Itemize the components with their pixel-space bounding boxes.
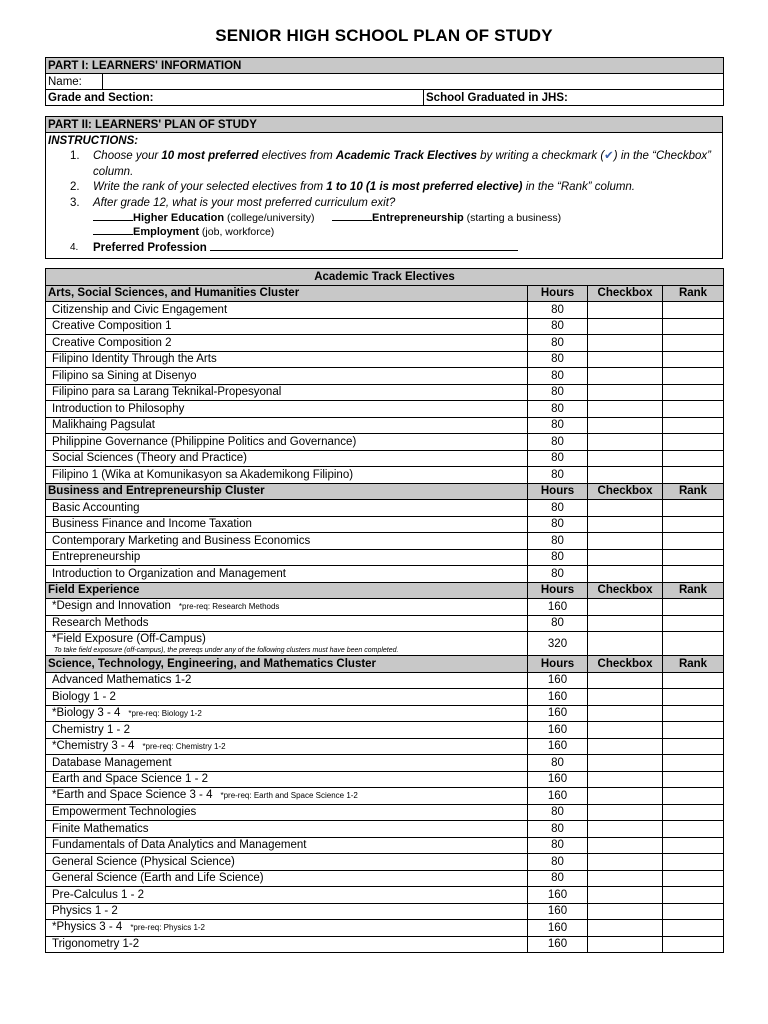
electives-title-row — [46, 269, 724, 286]
cluster-header-row — [46, 582, 724, 599]
higher-education-blank[interactable] — [93, 211, 133, 221]
elective-row — [46, 837, 724, 854]
instructions-block — [46, 133, 723, 259]
elective-rank[interactable] — [663, 450, 724, 467]
checkbox-header: Checkbox — [588, 483, 663, 500]
elective-checkbox[interactable] — [588, 500, 663, 517]
elective-row — [46, 384, 724, 401]
elective-checkbox[interactable] — [588, 632, 663, 656]
elective-hours: 80 — [528, 549, 588, 566]
elective-hours: 320 — [528, 632, 588, 656]
elective-rank[interactable] — [663, 434, 724, 451]
elective-rank[interactable] — [663, 384, 724, 401]
elective-row — [46, 318, 724, 335]
elective-rank[interactable] — [663, 516, 724, 533]
elective-checkbox[interactable] — [588, 417, 663, 434]
elective-rank[interactable] — [663, 755, 724, 772]
elective-name: Creative Composition 2 — [52, 336, 172, 349]
elective-hours: 80 — [528, 417, 588, 434]
elective-checkbox[interactable] — [588, 434, 663, 451]
school-graduated-field[interactable] — [424, 90, 724, 106]
elective-row — [46, 920, 724, 937]
entrepreneurship-blank[interactable] — [332, 211, 372, 221]
elective-hours: 80 — [528, 351, 588, 368]
elective-prereq: *pre-req: Earth and Space Science 1-2 — [220, 791, 358, 801]
elective-prereq: *pre-req: Physics 1-2 — [130, 923, 206, 933]
elective-row — [46, 533, 724, 550]
elective-checkbox[interactable] — [588, 566, 663, 583]
elective-checkbox[interactable] — [588, 672, 663, 689]
elective-rank[interactable] — [663, 821, 724, 838]
part1-header: PART I: LEARNERS' INFORMATION — [46, 58, 724, 74]
elective-hours: 160 — [528, 672, 588, 689]
elective-checkbox[interactable] — [588, 302, 663, 319]
elective-checkbox[interactable] — [588, 804, 663, 821]
elective-row — [46, 417, 724, 434]
elective-note: To take field exposure (off-campus), the prereqs under any of the following clusters must have been completed. — [54, 647, 399, 654]
instruction-step-1: 1. Choose your 10 most preferred electives from Academic Track Electives by writing a checkmark (✔) in the “Checkbox” column. — [70, 150, 711, 178]
elective-row — [46, 788, 724, 805]
elective-hours: 160 — [528, 903, 588, 920]
elective-hours: 80 — [528, 837, 588, 854]
elective-name: Citizenship and Civic Engagement — [52, 303, 228, 316]
elective-hours: 160 — [528, 936, 588, 953]
elective-name: Database Management — [52, 756, 172, 769]
elective-hours: 80 — [528, 434, 588, 451]
elective-checkbox[interactable] — [588, 887, 663, 904]
elective-name: Malikhaing Pagsulat — [52, 419, 155, 432]
cluster-name: Business and Entrepreneurship Cluster — [46, 483, 528, 500]
instruction-step-3: 3. After grade 12, what is your most preferred curriculum exit? — [70, 196, 396, 209]
learners-information-table — [45, 57, 724, 106]
elective-name: Social Sciences (Theory and Practice) — [52, 452, 247, 465]
page-title: SENIOR HIGH SCHOOL PLAN OF STUDY — [215, 26, 553, 45]
elective-name-cell — [46, 771, 528, 788]
employment-blank[interactable] — [93, 225, 133, 235]
elective-checkbox[interactable] — [588, 755, 663, 772]
elective-row — [46, 450, 724, 467]
elective-name: General Science (Earth and Life Science) — [52, 872, 264, 885]
elective-name: Fundamentals of Data Analytics and Management — [52, 839, 307, 852]
elective-rank[interactable] — [663, 401, 724, 418]
elective-rank[interactable] — [663, 705, 724, 722]
elective-checkbox[interactable] — [588, 903, 663, 920]
elective-name-cell — [46, 755, 528, 772]
elective-rank[interactable] — [663, 632, 724, 656]
elective-name: Trigonometry 1-2 — [52, 938, 140, 951]
elective-checkbox[interactable] — [588, 738, 663, 755]
elective-checkbox[interactable] — [588, 351, 663, 368]
elective-hours: 80 — [528, 401, 588, 418]
elective-name-cell — [46, 549, 528, 566]
elective-rank[interactable] — [663, 936, 724, 953]
elective-name-cell — [46, 738, 528, 755]
elective-name-cell — [46, 615, 528, 632]
grade-section-label: Grade and Section: — [48, 91, 154, 104]
elective-row — [46, 302, 724, 319]
elective-rank[interactable] — [663, 771, 724, 788]
elective-name: Research Methods — [52, 617, 149, 630]
preferred-profession-blank[interactable] — [210, 241, 518, 251]
elective-row — [46, 821, 724, 838]
elective-row — [46, 672, 724, 689]
elective-checkbox[interactable] — [588, 467, 663, 484]
instruction-step-4: 4. Preferred Profession — [48, 241, 720, 255]
academic-track-electives-table — [45, 268, 724, 953]
checkbox-header: Checkbox — [588, 285, 663, 302]
cluster-header-row — [46, 285, 724, 302]
cluster-name: Arts, Social Sciences, and Humanities Cluster — [46, 285, 528, 302]
elective-hours: 80 — [528, 566, 588, 583]
exit-options-row-1: Higher Education (college/university) Entrepreneurship (starting a business) — [48, 211, 720, 225]
elective-name-cell — [46, 672, 528, 689]
elective-hours: 80 — [528, 384, 588, 401]
instructions-label: INSTRUCTIONS: — [48, 135, 139, 147]
elective-name-cell — [46, 417, 528, 434]
elective-hours: 80 — [528, 821, 588, 838]
elective-name-cell — [46, 533, 528, 550]
elective-name: Contemporary Marketing and Business Economics — [52, 534, 311, 547]
elective-name-cell — [46, 821, 528, 838]
elective-row — [46, 804, 724, 821]
elective-hours: 160 — [528, 599, 588, 616]
elective-row — [46, 467, 724, 484]
elective-name-cell — [46, 368, 528, 385]
elective-name: Earth and Space Science 1 - 2 — [52, 773, 208, 786]
elective-rank[interactable] — [663, 549, 724, 566]
elective-name: Philippine Governance (Philippine Politics and Governance) — [52, 435, 357, 448]
elective-name: *Field Exposure (Off-Campus) — [52, 633, 206, 645]
elective-name-cell — [46, 566, 528, 583]
elective-hours: 160 — [528, 887, 588, 904]
elective-rank[interactable] — [663, 302, 724, 319]
elective-checkbox[interactable] — [588, 384, 663, 401]
elective-name-cell — [46, 434, 528, 451]
elective-rank[interactable] — [663, 599, 724, 616]
elective-hours: 80 — [528, 516, 588, 533]
elective-name: Biology 1 - 2 — [52, 690, 116, 703]
elective-row — [46, 870, 724, 887]
elective-row — [46, 854, 724, 871]
elective-name-cell — [46, 516, 528, 533]
instruction-step-2: 2. Write the rank of your selected electives from 1 to 10 (1 is most preferred elective) in the “Rank” column. — [70, 181, 636, 193]
elective-hours: 80 — [528, 533, 588, 550]
elective-row — [46, 887, 724, 904]
elective-name-cell — [46, 837, 528, 854]
elective-name: Chemistry 1 - 2 — [52, 723, 130, 736]
hours-header: Hours — [528, 582, 588, 599]
cluster-header-row — [46, 656, 724, 673]
elective-row — [46, 615, 724, 632]
hours-header: Hours — [528, 285, 588, 302]
elective-name-cell — [46, 722, 528, 739]
elective-name-cell — [46, 903, 528, 920]
elective-checkbox[interactable] — [588, 318, 663, 335]
elective-row — [46, 705, 724, 722]
elective-row — [46, 599, 724, 616]
elective-name: Introduction to Philosophy — [52, 402, 185, 415]
elective-name-cell — [46, 920, 528, 937]
elective-name-cell — [46, 632, 528, 656]
elective-hours: 80 — [528, 755, 588, 772]
elective-row — [46, 500, 724, 517]
elective-rank[interactable] — [663, 417, 724, 434]
elective-rank[interactable] — [663, 368, 724, 385]
grade-section-field[interactable] — [46, 90, 424, 106]
elective-row — [46, 566, 724, 583]
elective-checkbox[interactable] — [588, 771, 663, 788]
elective-name-cell — [46, 870, 528, 887]
elective-rank[interactable] — [663, 467, 724, 484]
elective-prereq: *pre-req: Biology 1-2 — [128, 708, 202, 718]
elective-name: Filipino para sa Larang Teknikal-Propesyonal — [52, 386, 282, 399]
elective-prereq: *pre-req: Research Methods — [178, 602, 280, 612]
elective-name: Physics 1 - 2 — [52, 905, 118, 918]
elective-rank[interactable] — [663, 804, 724, 821]
part2-header: PART II: LEARNERS' PLAN OF STUDY — [46, 117, 723, 133]
plan-of-study-table — [45, 116, 723, 259]
elective-row — [46, 401, 724, 418]
elective-name: *Earth and Space Science 3 - 4 — [52, 789, 213, 802]
elective-rank[interactable] — [663, 854, 724, 871]
elective-name-cell — [46, 351, 528, 368]
elective-row — [46, 335, 724, 352]
elective-checkbox[interactable] — [588, 615, 663, 632]
elective-hours: 80 — [528, 870, 588, 887]
elective-checkbox[interactable] — [588, 689, 663, 706]
elective-name: Advanced Mathematics 1-2 — [52, 674, 192, 687]
elective-row — [46, 549, 724, 566]
elective-name-cell — [46, 401, 528, 418]
elective-hours: 160 — [528, 738, 588, 755]
elective-name: Filipino sa Sining at Disenyo — [52, 369, 197, 382]
elective-name-cell — [46, 689, 528, 706]
elective-rank[interactable] — [663, 689, 724, 706]
checkmark-icon: ✔ — [604, 150, 614, 162]
cluster-name: Field Experience — [46, 582, 528, 599]
elective-name: Filipino 1 (Wika at Komunikasyon sa Akademikong Filipino) — [52, 468, 354, 481]
elective-hours: 80 — [528, 804, 588, 821]
elective-name: *Chemistry 3 - 4 — [52, 739, 135, 752]
elective-checkbox[interactable] — [588, 516, 663, 533]
elective-rank[interactable] — [663, 566, 724, 583]
elective-checkbox[interactable] — [588, 401, 663, 418]
elective-rank[interactable] — [663, 837, 724, 854]
elective-hours: 80 — [528, 368, 588, 385]
elective-name: Entrepreneurship — [52, 551, 141, 564]
elective-rank[interactable] — [663, 920, 724, 937]
elective-name-cell — [46, 384, 528, 401]
elective-name: Filipino Identity Through the Arts — [52, 353, 217, 366]
elective-checkbox[interactable] — [588, 549, 663, 566]
elective-rank[interactable] — [663, 672, 724, 689]
elective-checkbox[interactable] — [588, 837, 663, 854]
elective-checkbox[interactable] — [588, 705, 663, 722]
elective-hours: 80 — [528, 467, 588, 484]
elective-name: *Physics 3 - 4 — [52, 921, 123, 934]
elective-hours: 80 — [528, 335, 588, 352]
elective-name-cell — [46, 788, 528, 805]
elective-hours: 80 — [528, 854, 588, 871]
cluster-name: Science, Technology, Engineering, and Mathematics Cluster — [46, 656, 528, 673]
elective-checkbox[interactable] — [588, 450, 663, 467]
elective-row — [46, 738, 724, 755]
elective-row — [46, 755, 724, 772]
elective-name-cell — [46, 335, 528, 352]
elective-checkbox[interactable] — [588, 870, 663, 887]
rank-header: Rank — [663, 285, 724, 302]
elective-checkbox[interactable] — [588, 821, 663, 838]
elective-name: Creative Composition 1 — [52, 320, 172, 333]
elective-name-cell — [46, 705, 528, 722]
exit-options-row-2: Employment (job, workforce) — [48, 225, 720, 239]
elective-rank[interactable] — [663, 788, 724, 805]
elective-rank[interactable] — [663, 870, 724, 887]
elective-checkbox[interactable] — [588, 533, 663, 550]
elective-hours: 80 — [528, 318, 588, 335]
elective-row — [46, 632, 724, 656]
elective-name-cell — [46, 804, 528, 821]
elective-row — [46, 936, 724, 953]
elective-rank[interactable] — [663, 500, 724, 517]
elective-rank[interactable] — [663, 351, 724, 368]
elective-hours: 160 — [528, 920, 588, 937]
cluster-header-row — [46, 483, 724, 500]
elective-hours: 80 — [528, 450, 588, 467]
elective-hours: 80 — [528, 500, 588, 517]
elective-hours: 160 — [528, 788, 588, 805]
elective-name-cell — [46, 887, 528, 904]
name-field[interactable] — [103, 74, 724, 90]
elective-rank[interactable] — [663, 533, 724, 550]
hours-header: Hours — [528, 483, 588, 500]
elective-prereq: *pre-req: Chemistry 1-2 — [142, 741, 226, 751]
elective-hours: 80 — [528, 302, 588, 319]
elective-rank[interactable] — [663, 335, 724, 352]
elective-name-cell — [46, 318, 528, 335]
elective-checkbox[interactable] — [588, 920, 663, 937]
elective-rank[interactable] — [663, 903, 724, 920]
elective-checkbox[interactable] — [588, 335, 663, 352]
electives-title: Academic Track Electives — [46, 269, 724, 286]
elective-rank[interactable] — [663, 738, 724, 755]
elective-row — [46, 351, 724, 368]
school-graduated-label: School Graduated in JHS: — [426, 91, 568, 104]
elective-name: Introduction to Organization and Management — [52, 567, 286, 580]
elective-name-cell — [46, 599, 528, 616]
elective-row — [46, 516, 724, 533]
elective-hours: 160 — [528, 689, 588, 706]
name-label: Name: — [46, 74, 103, 90]
elective-checkbox[interactable] — [588, 599, 663, 616]
elective-name: *Design and Innovation — [52, 600, 171, 613]
rank-header: Rank — [663, 483, 724, 500]
elective-checkbox[interactable] — [588, 936, 663, 953]
elective-row — [46, 434, 724, 451]
elective-checkbox[interactable] — [588, 722, 663, 739]
elective-name: Empowerment Technologies — [52, 806, 197, 819]
rank-header: Rank — [663, 582, 724, 599]
elective-rank[interactable] — [663, 318, 724, 335]
elective-checkbox[interactable] — [588, 854, 663, 871]
elective-name: General Science (Physical Science) — [52, 855, 235, 868]
elective-row — [46, 689, 724, 706]
rank-header: Rank — [663, 656, 724, 673]
elective-hours: 160 — [528, 705, 588, 722]
checkbox-header: Checkbox — [588, 656, 663, 673]
elective-hours: 160 — [528, 771, 588, 788]
elective-checkbox[interactable] — [588, 788, 663, 805]
elective-name-cell — [46, 854, 528, 871]
elective-name-cell — [46, 302, 528, 319]
elective-rank[interactable] — [663, 722, 724, 739]
checkbox-header: Checkbox — [588, 582, 663, 599]
elective-row — [46, 771, 724, 788]
elective-hours: 160 — [528, 722, 588, 739]
elective-name-cell — [46, 500, 528, 517]
elective-row — [46, 368, 724, 385]
elective-name-cell — [46, 936, 528, 953]
elective-name-cell — [46, 467, 528, 484]
elective-name: *Biology 3 - 4 — [52, 706, 121, 719]
elective-name: Pre-Calculus 1 - 2 — [52, 888, 145, 901]
elective-rank[interactable] — [663, 887, 724, 904]
elective-name-cell — [46, 450, 528, 467]
elective-hours: 80 — [528, 615, 588, 632]
elective-name: Basic Accounting — [52, 501, 140, 514]
elective-rank[interactable] — [663, 615, 724, 632]
elective-row — [46, 903, 724, 920]
elective-row — [46, 722, 724, 739]
elective-checkbox[interactable] — [588, 368, 663, 385]
elective-name: Business Finance and Income Taxation — [52, 518, 252, 531]
elective-name: Finite Mathematics — [52, 822, 149, 835]
hours-header: Hours — [528, 656, 588, 673]
